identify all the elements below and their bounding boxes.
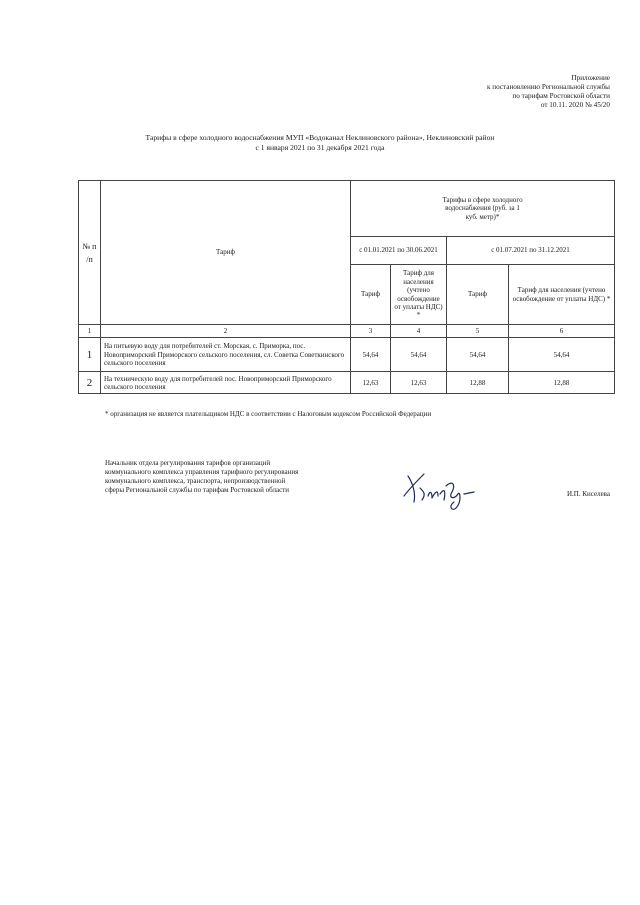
title-line: Тарифы в сфере холодного водоснабжения МУП «Водоканал Неклиновского района», Неклиновский район: [145, 133, 495, 142]
subheader-population-1: Тариф для населения (учтено освобождение от уплаты НДС) *: [391, 265, 447, 325]
row-value: 54,64: [351, 338, 391, 372]
row-value: 12,88: [509, 372, 615, 394]
row-tariff-name: На техническую воду для потребителей пос. Новоприморский Приморского сельского поселения: [101, 372, 351, 394]
row-value: 12,63: [391, 372, 447, 394]
row-value: 12,63: [351, 372, 391, 394]
document-title: [0, 133, 640, 152]
row-tariff-name: На питьевую воду для потребителей ст. Морская, с. Приморка, пос. Новоприморский Приморского сельского поселения, сл. Советка Советкинского сельского поселения: [101, 338, 351, 372]
handwritten-signature: [402, 466, 492, 514]
header-num: № п /п: [79, 181, 101, 325]
title-line: с 1 января 2021 по 31 декабря 2021 года: [255, 142, 385, 152]
header-period-1: с 01.01.2021 по 30.06.2021: [351, 237, 447, 265]
signer-line: Начальник отдела регулирования тарифов организаций: [105, 459, 271, 467]
signer-line: коммунального комплекса управления тарифного регулирования: [105, 468, 299, 476]
table-row: [79, 338, 615, 372]
appendix-line: к постановлению Региональной службы: [486, 83, 610, 91]
signer-line: сферы Региональной службы по тарифам Ростовской области: [105, 486, 290, 494]
index-cell: 6: [509, 325, 615, 338]
row-num: 2: [79, 372, 101, 394]
appendix-line: по тарифам Ростовской области: [512, 92, 610, 100]
subheader-tariff-1: Тариф: [351, 265, 391, 325]
header-group: Тарифы в сфере холодного водоснабжения (руб. за 1 куб. метр)*: [351, 181, 615, 237]
row-value: 54,64: [447, 338, 509, 372]
header-period-2: с 01.07.2021 по 31.12.2021: [447, 237, 615, 265]
index-cell: 4: [391, 325, 447, 338]
subheader-tariff-2: Тариф: [447, 265, 509, 325]
signer-line: коммунального комплекса, транспорта, непроизводственной: [105, 477, 286, 485]
tariff-table: [78, 180, 615, 394]
row-value: 54,64: [509, 338, 615, 372]
footnote: * организация не является плательщиком НДС в соответствии с Налоговым кодексом Российской Федерации: [105, 410, 432, 418]
index-cell: 5: [447, 325, 509, 338]
subheader-population-2: Тариф для населения (учтено освобождение от уплаты НДС) *: [509, 265, 615, 325]
row-value: 54,64: [391, 338, 447, 372]
signer-position: [105, 459, 298, 495]
index-cell: 1: [79, 325, 101, 338]
index-cell: 2: [101, 325, 351, 338]
index-cell: 3: [351, 325, 391, 338]
header-tariff: Тариф: [101, 181, 351, 325]
signer-name: И.П. Киселева: [567, 490, 610, 498]
index-row: [79, 325, 615, 338]
appendix-line: от 10.11. 2020 № 45/20: [540, 101, 610, 109]
row-num: 1: [79, 338, 101, 372]
table-row: [79, 372, 615, 394]
row-value: 12,88: [447, 372, 509, 394]
appendix-line: Приложение: [571, 74, 610, 82]
appendix-block: [487, 74, 610, 110]
